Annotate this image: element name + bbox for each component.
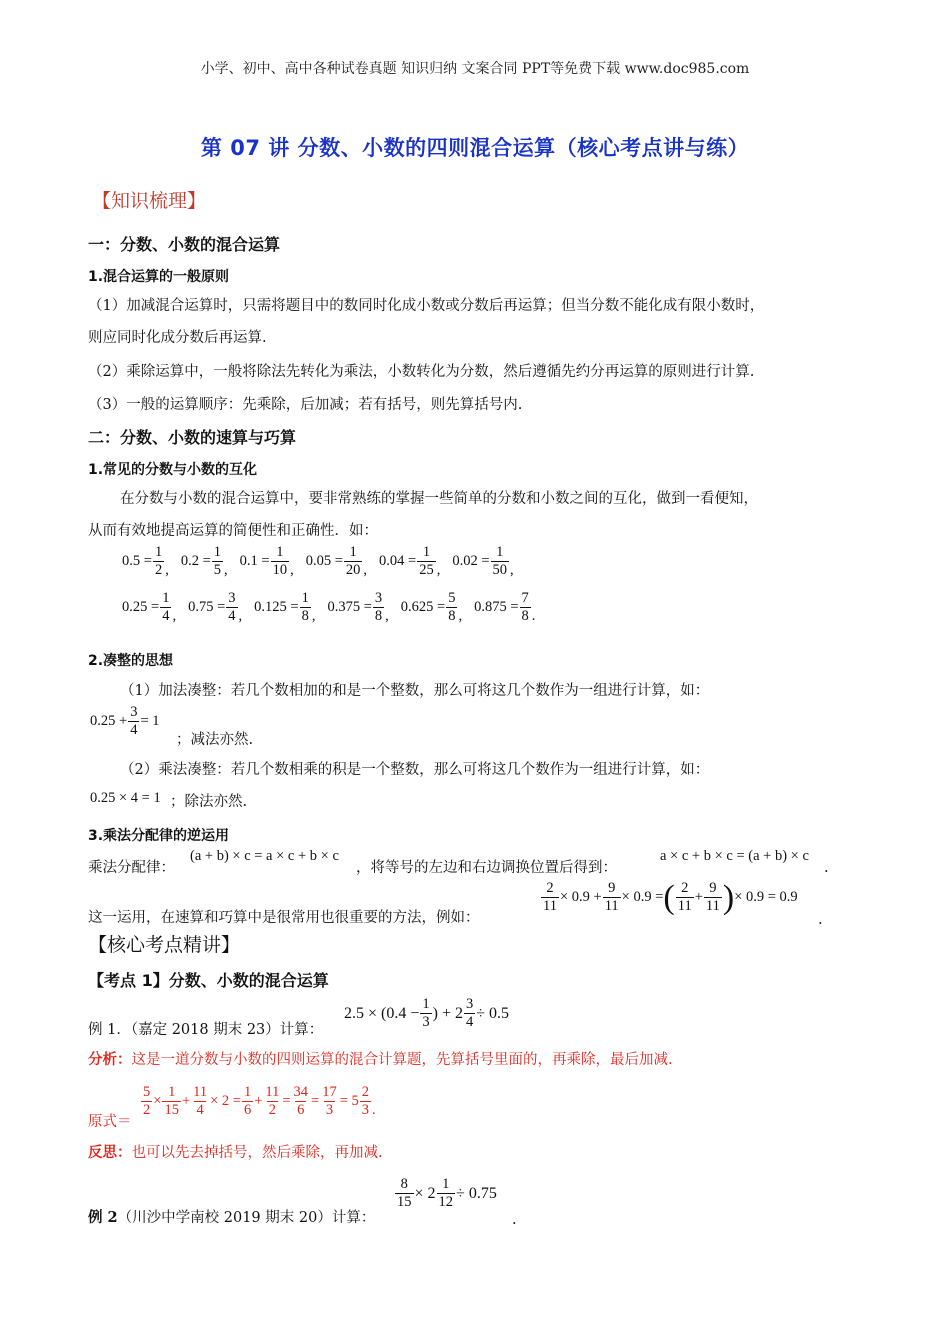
example1-label: 例 1．（嘉定 2018 期末 23）计算： bbox=[88, 1022, 324, 1038]
section1-p2: （2）乘除运算中，一般将除法先转化为乘法，小数转化为分数，然后遵循先约分再运算的原则进行计算. bbox=[88, 364, 755, 380]
section2-sub1: 1.常见的分数与小数的互化 bbox=[88, 462, 258, 478]
analysis-label: 分析： bbox=[88, 1051, 132, 1068]
conversion-item: 0.2 = $\frac{1}{5}$ , bbox=[180, 544, 228, 578]
add-rounding-example: 0.25 + $\frac{3}{4}$ = 1 bbox=[90, 704, 160, 738]
conversion-item: 0.875 = $\frac{7}{8}$ . bbox=[474, 590, 536, 624]
analysis-line bbox=[88, 1050, 673, 1070]
mul-rounding-example: 0.25 × 4 = 1 bbox=[90, 790, 161, 806]
reflection-text: 也可以先去掉括号，然后乘除，再加减. bbox=[131, 1145, 383, 1161]
conversion-item: 0.05 = $\frac{1}{20}$ , bbox=[305, 544, 367, 578]
add-rounding-tail: ；减法亦然. bbox=[176, 732, 254, 748]
section1-p1b: 则应同时化成分数后再运算. bbox=[88, 330, 267, 346]
conversion-item: 0.375 = $\frac{3}{8}$ , bbox=[327, 590, 389, 624]
distributive-formula-reversed: a × c + b × c = (a + b) × c bbox=[660, 848, 809, 864]
section2-p1a: 在分数与小数的混合运算中，要非常熟练的掌握一些简单的分数和小数之间的互化，做到一看便知， bbox=[120, 491, 758, 507]
kp1-heading: 【考点 1】分数、小数的混合运算 bbox=[88, 971, 329, 990]
knowledge-heading: 【知识梳理】 bbox=[92, 190, 207, 212]
conversion-item: 0.5 = $\frac{1}{2}$ , bbox=[122, 544, 169, 578]
distributive-use-text: 这一运用，在速算和巧算中是很常用也很重要的方法，例如： bbox=[88, 910, 480, 926]
analysis-text: 这是一道分数与小数的四则运算的混合计算题，先算括号里面的，再乘除，最后加减. bbox=[131, 1052, 673, 1068]
mul-rounding-tail: ；除法亦然. bbox=[170, 794, 248, 810]
distributive-example: $\frac{2}{11}$ × 0.9 + $\frac{9}{11}$ × 0.9 = ( $\frac{2}{11}$ + $\frac{9}{11}$ ) × 0.9 = 0.9 bbox=[543, 878, 798, 916]
conversion-item: 0.04 = $\frac{1}{25}$ , bbox=[379, 544, 441, 578]
page-header: 小学、初中、高中各种试卷真题 知识归纳 文案合同 PPT等免费下载 www.doc985.com bbox=[200, 61, 750, 77]
section2-heading: 二：分数、小数的速算与巧算 bbox=[88, 428, 297, 447]
fraction-row-2 bbox=[122, 590, 535, 625]
core-heading: 【核心考点精讲】 bbox=[88, 934, 241, 956]
section1-sub1: 1.混合运算的一般原则 bbox=[88, 269, 230, 285]
conversion-item: 0.02 = $\frac{1}{50}$ , bbox=[452, 544, 514, 578]
section2-p1b: 从而有效地提高运算的简便性和正确性．如： bbox=[88, 523, 378, 539]
solution-expression: $\frac{5}{2}$ × $\frac{1}{15}$ + $\frac{11}{4}$ × 2 = $\frac{1}{6}$ + $\frac{11}{2}$ = $\frac{34}{6}$ = $\frac{17}{3}$ = 5 $\frac{2}{3}$ . bbox=[143, 1084, 376, 1118]
add-rounding-text: （1）加法凑整：若几个数相加的和是一个整数，那么可将这几个数作为一组进行计算，如： bbox=[120, 683, 710, 699]
reflection-label: 反思： bbox=[88, 1144, 132, 1161]
example2-expression: $\frac{8}{15}$ × 2 $\frac{1}{12}$ ÷ 0.75 bbox=[397, 1176, 497, 1210]
page-title: 第 07 讲 分数、小数的四则混合运算（核心考点讲与练） bbox=[200, 136, 750, 160]
section1-p3: （3）一般的运算顺序：先乘除，后加减；若有括号，则先算括号内. bbox=[88, 397, 523, 413]
conversion-item: 0.75 = $\frac{3}{4}$ , bbox=[188, 590, 243, 624]
section2-sub3: 3.乘法分配律的逆运用 bbox=[88, 828, 230, 844]
fraction-row-1 bbox=[122, 544, 514, 579]
conversion-item: 0.125 = $\frac{1}{8}$ , bbox=[254, 590, 316, 624]
conversion-item: 0.1 = $\frac{1}{10}$ , bbox=[239, 544, 294, 578]
example2-label-line bbox=[88, 1208, 375, 1228]
distributive-example-period: . bbox=[818, 912, 823, 928]
example1-expression: 2.5 × (0.4 − $\frac{1}{3}$ ) + 2 $\frac{3}{4}$ ÷ 0.5 bbox=[344, 996, 510, 1030]
example2-source: （川沙中学南校 2019 期末 20）计算： bbox=[117, 1210, 376, 1226]
conversion-item: 0.625 = $\frac{5}{8}$ , bbox=[400, 590, 463, 624]
distributive-label: 乘法分配律： bbox=[88, 860, 175, 876]
mul-rounding-text: （2）乘法凑整：若几个数相乘的积是一个整数，那么可将这几个数作为一组进行计算，如： bbox=[120, 762, 710, 778]
section2-sub2: 2.凑整的思想 bbox=[88, 653, 174, 669]
solution-label: 原式＝ bbox=[88, 1114, 132, 1130]
example2-label: 例 2 bbox=[88, 1209, 118, 1226]
example2-period: . bbox=[512, 1212, 517, 1228]
conversion-item: 0.25 = $\frac{1}{4}$ , bbox=[122, 590, 177, 624]
reflection-line bbox=[88, 1143, 383, 1163]
section1-heading: 一：分数、小数的混合运算 bbox=[88, 235, 281, 254]
section1-p1a: （1）加减混合运算时，只需将题目中的数同时化成小数或分数后再运算；但当分数不能化成有限小数时， bbox=[88, 298, 765, 314]
distributive-formula: (a + b) × c = a × c + b × c bbox=[190, 848, 339, 864]
distributive-mid-text: ，将等号的左边和右边调换位置后得到： bbox=[356, 860, 617, 876]
distributive-period: . bbox=[824, 860, 829, 876]
